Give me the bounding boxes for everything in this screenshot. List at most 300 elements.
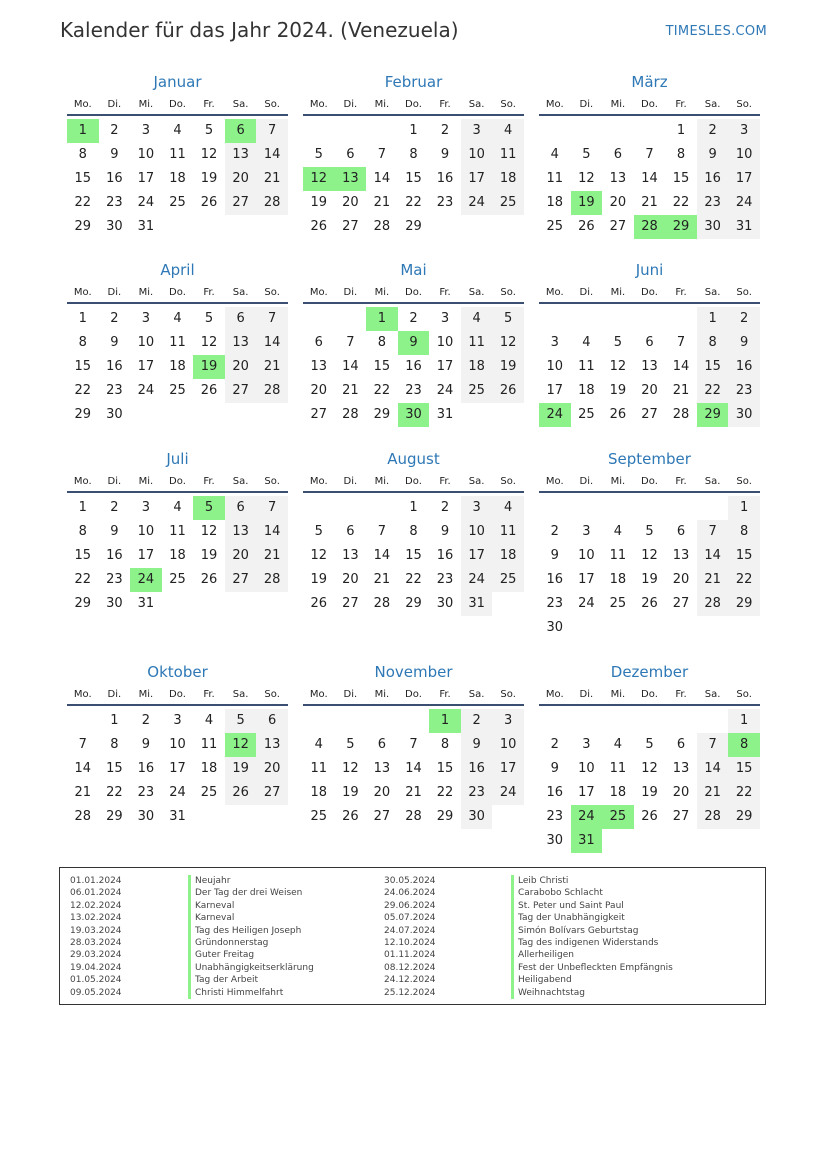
day-cell: 8 (440, 737, 450, 752)
day-cell: 12 (200, 524, 218, 539)
day-cell: 19 (200, 171, 218, 186)
day-cell: 26 (200, 195, 218, 210)
day-cell: 30 (697, 215, 729, 239)
legend-date: 24.12.2024 (384, 975, 436, 986)
day-cell: 8 (110, 737, 119, 752)
weekday-header: Mi. (610, 287, 626, 298)
day-cell: 20 (672, 785, 690, 800)
day-cell: 22 (106, 785, 123, 800)
month-grid (303, 92, 524, 239)
day-cell: 5 (346, 737, 355, 752)
day-cell: 22 (728, 781, 760, 805)
day-cell: 10 (492, 733, 524, 757)
day-cell: 13 (373, 761, 391, 776)
day-cell: 30 (137, 809, 155, 824)
month-grid (303, 682, 524, 829)
day-cell: 22 (74, 572, 92, 587)
day-cell: 26 (609, 407, 627, 422)
day-cell: 20 (609, 195, 627, 210)
weekday-header: So. (500, 99, 516, 110)
day-cell: 26 (578, 219, 595, 234)
empty-day (539, 119, 571, 143)
day-cell: 17 (137, 171, 155, 186)
holiday-day: 24 (539, 403, 571, 427)
legend-date: 29.03.2024 (70, 950, 122, 961)
day-cell: 21 (256, 355, 288, 379)
day-cell: 3 (492, 709, 524, 733)
brand-link[interactable]: TIMESLES.COM (665, 24, 767, 39)
weekday-header: Fr. (439, 287, 451, 298)
day-cell: 20 (225, 167, 257, 191)
holiday-day: 25 (602, 805, 634, 829)
day-cell: 31 (137, 596, 155, 611)
day-cell: 2 (440, 123, 450, 138)
legend-holiday-name: Karneval (188, 912, 314, 924)
empty-day (571, 119, 603, 143)
holiday-day: 29 (697, 403, 729, 427)
day-cell: 10 (169, 737, 186, 752)
holiday-day: 30 (398, 403, 430, 427)
day-cell: 21 (74, 785, 92, 800)
weekday-header: Mo. (73, 99, 92, 110)
month-juli (67, 449, 288, 616)
weekday-header: So. (264, 287, 280, 298)
day-cell: 22 (74, 383, 92, 398)
day-cell: 7 (377, 524, 387, 539)
day-cell: 17 (546, 383, 564, 398)
legend-holiday-name: Leib Christi (511, 875, 673, 887)
day-cell: 20 (225, 355, 257, 379)
weekday-header: Di. (107, 476, 122, 487)
day-cell: 13 (256, 733, 288, 757)
weekday-header: Do. (405, 689, 422, 700)
empty-day (602, 496, 634, 520)
day-cell: 20 (373, 785, 391, 800)
day-cell: 3 (141, 311, 151, 326)
day-cell: 31 (137, 219, 155, 234)
weekday-header: Mi. (138, 287, 154, 298)
day-cell: 4 (173, 123, 182, 138)
day-cell: 10 (137, 147, 155, 162)
day-cell: 4 (204, 713, 214, 728)
day-cell: 15 (74, 548, 92, 563)
day-cell: 16 (405, 359, 422, 374)
day-cell: 8 (676, 147, 686, 162)
month-title: April (160, 261, 195, 279)
day-cell: 14 (641, 171, 658, 186)
day-cell: 23 (697, 191, 729, 215)
day-cell: 6 (346, 524, 355, 539)
day-cell: 11 (578, 359, 595, 374)
day-cell: 2 (697, 119, 729, 143)
day-cell: 14 (697, 757, 729, 781)
day-cell: 11 (609, 761, 627, 776)
empty-day (697, 496, 729, 520)
day-cell: 9 (110, 335, 119, 350)
day-cell: 16 (106, 171, 123, 186)
day-cell: 20 (225, 544, 257, 568)
legend-holiday-name: Tag des indigenen Widerstands (511, 937, 673, 949)
day-cell: 29 (74, 219, 92, 234)
weekday-header: So. (736, 476, 752, 487)
month-title: März (631, 73, 668, 91)
day-cell: 14 (256, 520, 288, 544)
weekday-header: Do. (641, 476, 658, 487)
month-november (303, 662, 524, 829)
day-cell: 6 (314, 335, 323, 350)
day-cell: 17 (728, 167, 760, 191)
month-title: August (387, 450, 440, 468)
day-cell: 18 (546, 195, 564, 210)
day-cell: 12 (578, 171, 595, 186)
day-cell: 7 (409, 737, 418, 752)
day-cell: 14 (373, 548, 391, 563)
day-cell: 4 (550, 147, 559, 162)
day-cell: 25 (578, 407, 595, 422)
day-cell: 13 (225, 520, 257, 544)
legend-holiday-name: Tag des Heiligen Joseph (188, 925, 314, 937)
holiday-day: 29 (665, 215, 697, 239)
weekday-header: Mo. (309, 689, 328, 700)
day-cell: 30 (106, 407, 123, 422)
day-cell: 3 (141, 500, 151, 515)
day-cell: 2 (440, 500, 450, 515)
weekday-header: Mi. (138, 99, 154, 110)
day-cell: 5 (314, 147, 323, 162)
day-cell: 10 (436, 335, 454, 350)
day-cell: 26 (200, 383, 218, 398)
empty-day (571, 709, 603, 733)
month-september (539, 449, 760, 640)
month-februar (303, 72, 524, 239)
day-cell: 27 (256, 781, 288, 805)
day-cell: 4 (613, 737, 623, 752)
legend-holiday-name: Carabobo Schlacht (511, 887, 673, 899)
day-cell: 24 (436, 383, 454, 398)
day-cell: 23 (436, 572, 454, 587)
day-cell: 30 (461, 805, 493, 829)
day-cell: 25 (546, 219, 564, 234)
empty-day (335, 709, 367, 733)
weekday-header: Do. (169, 99, 186, 110)
day-cell: 15 (405, 171, 422, 186)
day-cell: 14 (256, 331, 288, 355)
day-cell: 19 (310, 572, 328, 587)
day-cell: 2 (461, 709, 493, 733)
day-cell: 22 (436, 785, 454, 800)
weekday-header: Fr. (439, 689, 451, 700)
day-cell: 17 (461, 544, 493, 568)
day-cell: 24 (728, 191, 760, 215)
weekday-header: Di. (107, 689, 122, 700)
day-cell: 13 (672, 761, 690, 776)
day-cell: 18 (609, 572, 627, 587)
weekday-header: So. (264, 689, 280, 700)
day-cell: 9 (461, 733, 493, 757)
day-cell: 29 (74, 596, 92, 611)
empty-day (335, 307, 367, 331)
day-cell: 11 (546, 171, 564, 186)
day-cell: 2 (110, 500, 119, 515)
day-cell: 6 (645, 335, 654, 350)
weekday-header: Do. (169, 476, 186, 487)
weekday-header: Di. (107, 99, 122, 110)
weekday-header: So. (736, 99, 752, 110)
day-cell: 18 (169, 548, 186, 563)
day-cell: 6 (346, 147, 355, 162)
day-cell: 10 (578, 761, 595, 776)
day-cell: 10 (461, 143, 493, 167)
day-cell: 27 (342, 219, 359, 234)
day-cell: 23 (137, 785, 155, 800)
day-cell: 27 (342, 596, 359, 611)
legend-dates-left (70, 875, 122, 999)
holiday-day: 12 (303, 167, 335, 191)
day-cell: 11 (609, 548, 627, 563)
day-cell: 3 (582, 737, 591, 752)
weekday-header: Di. (579, 287, 594, 298)
day-cell: 1 (409, 500, 418, 515)
day-cell: 1 (728, 496, 760, 520)
day-cell: 29 (436, 809, 454, 824)
legend-date: 01.05.2024 (70, 975, 122, 986)
day-cell: 31 (728, 215, 760, 239)
day-cell: 15 (672, 171, 690, 186)
weekday-header: Mi. (374, 689, 390, 700)
day-cell: 20 (342, 572, 359, 587)
day-cell: 22 (672, 195, 690, 210)
day-cell: 1 (676, 123, 686, 138)
day-cell: 26 (641, 809, 658, 824)
day-cell: 5 (225, 709, 257, 733)
legend-date: 29.06.2024 (384, 900, 436, 911)
day-cell: 16 (106, 548, 123, 563)
day-cell: 26 (310, 596, 328, 611)
weekday-header: Mi. (374, 99, 390, 110)
day-cell: 13 (672, 548, 690, 563)
day-cell: 23 (106, 572, 123, 587)
day-cell: 30 (106, 219, 123, 234)
day-cell: 14 (697, 544, 729, 568)
weekday-header: Do. (169, 689, 186, 700)
weekday-header: So. (500, 287, 516, 298)
weekday-header: Di. (343, 287, 358, 298)
day-cell: 8 (78, 335, 87, 350)
day-cell: 9 (440, 147, 450, 162)
day-cell: 11 (461, 331, 493, 355)
weekday-header: Fr. (203, 689, 215, 700)
weekday-header: Di. (107, 287, 122, 298)
month-dezember (539, 662, 760, 853)
day-cell: 25 (169, 195, 186, 210)
day-cell: 25 (169, 572, 186, 587)
day-cell: 26 (492, 379, 524, 403)
month-oktober (67, 662, 288, 829)
day-cell: 17 (436, 359, 454, 374)
day-cell: 9 (141, 737, 151, 752)
day-cell: 28 (697, 592, 729, 616)
holiday-day: 1 (366, 307, 398, 331)
day-cell: 29 (74, 407, 92, 422)
legend-holiday-name: Simón Bolívars Geburtstag (511, 925, 673, 937)
legend-names-right (511, 875, 673, 999)
weekday-header: Sa. (232, 476, 249, 487)
day-cell: 16 (546, 785, 564, 800)
weekday-header: Sa. (704, 287, 721, 298)
legend-holiday-name: Weihnachtstag (511, 987, 673, 999)
weekday-header: Sa. (704, 99, 721, 110)
day-cell: 15 (74, 171, 92, 186)
day-cell: 1 (728, 709, 760, 733)
day-cell: 4 (492, 496, 524, 520)
day-cell: 5 (613, 335, 623, 350)
day-cell: 18 (492, 544, 524, 568)
day-cell: 1 (409, 123, 418, 138)
day-cell: 12 (492, 331, 524, 355)
day-cell: 17 (578, 572, 595, 587)
day-cell: 7 (256, 496, 288, 520)
empty-day (539, 496, 571, 520)
legend-date: 13.02.2024 (70, 913, 122, 924)
day-cell: 25 (609, 596, 627, 611)
month-title: September (608, 450, 691, 468)
day-cell: 3 (582, 524, 591, 539)
day-cell: 5 (645, 737, 654, 752)
day-cell: 1 (78, 500, 87, 515)
day-cell: 9 (440, 524, 450, 539)
holiday-day: 8 (728, 733, 760, 757)
weekday-header: Mo. (73, 287, 92, 298)
holiday-day: 28 (634, 215, 666, 239)
weekday-header: Fr. (675, 476, 687, 487)
day-cell: 23 (106, 383, 123, 398)
day-cell: 10 (546, 359, 564, 374)
day-cell: 14 (74, 761, 92, 776)
day-cell: 15 (373, 359, 391, 374)
month-januar (67, 72, 288, 239)
day-cell: 18 (578, 383, 595, 398)
day-cell: 6 (225, 307, 257, 331)
legend-date: 12.02.2024 (70, 900, 122, 911)
day-cell: 3 (461, 119, 493, 143)
weekday-header: Di. (343, 689, 358, 700)
day-cell: 3 (440, 311, 450, 326)
day-cell: 22 (373, 383, 391, 398)
weekday-header: Mo. (309, 287, 328, 298)
legend-holiday-name: Guter Freitag (188, 949, 314, 961)
weekday-header: Di. (579, 689, 594, 700)
legend-holiday-name: Gründonnerstag (188, 937, 314, 949)
day-cell: 10 (137, 335, 155, 350)
weekday-header: Mi. (610, 689, 626, 700)
day-cell: 7 (676, 335, 686, 350)
day-cell: 21 (256, 544, 288, 568)
month-april (67, 260, 288, 427)
empty-day (634, 119, 666, 143)
holiday-day: 24 (130, 568, 162, 592)
day-cell: 18 (310, 785, 328, 800)
day-cell: 19 (492, 355, 524, 379)
day-cell: 25 (461, 379, 493, 403)
legend-holiday-name: St. Peter und Saint Paul (511, 900, 673, 912)
day-cell: 16 (546, 572, 564, 587)
day-cell: 21 (373, 195, 391, 210)
weekday-header: Fr. (675, 287, 687, 298)
weekday-header: So. (736, 287, 752, 298)
legend-holiday-name: Christi Himmelfahrt (188, 987, 314, 999)
legend-holiday-name: Tag der Unabhängigkeit (511, 912, 673, 924)
day-cell: 3 (173, 713, 182, 728)
day-cell: 9 (728, 331, 760, 355)
day-cell: 18 (461, 355, 493, 379)
day-cell: 13 (225, 331, 257, 355)
day-cell: 28 (373, 219, 391, 234)
day-cell: 16 (137, 761, 155, 776)
day-cell: 8 (78, 524, 87, 539)
day-cell: 16 (106, 359, 123, 374)
day-cell: 5 (314, 524, 323, 539)
empty-day (398, 709, 430, 733)
weekday-header: So. (264, 99, 280, 110)
month-grid (539, 469, 760, 640)
weekday-header: Sa. (232, 689, 249, 700)
weekday-header: Mo. (545, 287, 564, 298)
day-cell: 20 (256, 757, 288, 781)
day-cell: 30 (546, 620, 564, 635)
day-cell: 17 (137, 359, 155, 374)
weekday-header: Mo. (73, 689, 92, 700)
day-cell: 20 (342, 195, 359, 210)
month-mai (303, 260, 524, 427)
day-cell: 17 (492, 757, 524, 781)
holiday-day: 1 (429, 709, 461, 733)
weekday-header: Do. (169, 287, 186, 298)
day-cell: 16 (697, 167, 729, 191)
legend-holiday-name: Neujahr (188, 875, 314, 887)
day-cell: 11 (200, 737, 218, 752)
day-cell: 7 (645, 147, 654, 162)
day-cell: 5 (492, 307, 524, 331)
day-cell: 5 (645, 524, 654, 539)
empty-day (602, 709, 634, 733)
day-cell: 15 (697, 355, 729, 379)
day-cell: 27 (672, 596, 690, 611)
legend-names-left (188, 875, 314, 999)
weekday-header: Mi. (138, 476, 154, 487)
legend-date: 05.07.2024 (384, 913, 436, 924)
day-cell: 9 (550, 548, 559, 563)
day-cell: 11 (492, 520, 524, 544)
legend-holiday-name: Heiligabend (511, 974, 673, 986)
day-cell: 4 (314, 737, 323, 752)
month-grid (303, 469, 524, 616)
month-grid (539, 92, 760, 239)
day-cell: 10 (137, 524, 155, 539)
day-cell: 27 (641, 407, 658, 422)
day-cell: 31 (436, 407, 454, 422)
day-cell: 1 (110, 713, 119, 728)
empty-day (67, 709, 99, 733)
day-cell: 12 (641, 761, 658, 776)
day-cell: 16 (436, 548, 454, 563)
month-grid (67, 280, 288, 427)
empty-day (665, 496, 697, 520)
day-cell: 15 (74, 359, 92, 374)
day-cell: 17 (137, 548, 155, 563)
month-august (303, 449, 524, 616)
day-cell: 8 (377, 335, 387, 350)
day-cell: 12 (200, 335, 218, 350)
